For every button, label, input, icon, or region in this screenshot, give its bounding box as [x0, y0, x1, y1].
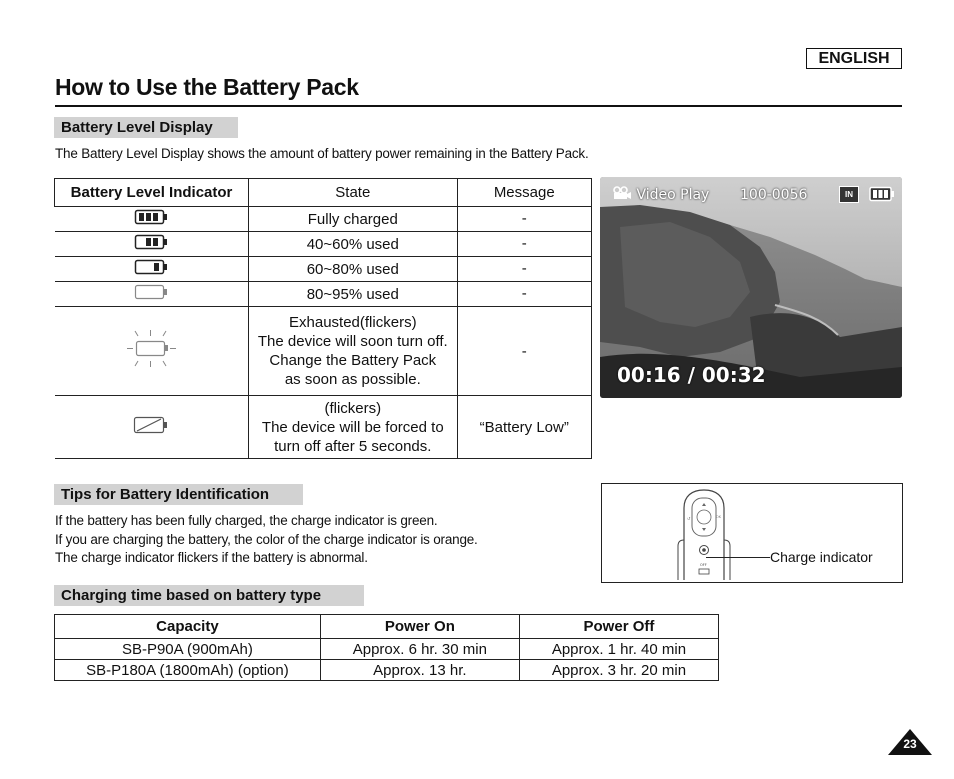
- table-header: Power On: [320, 615, 519, 639]
- message-cell: -: [457, 257, 592, 282]
- section-heading-tips: Tips for Battery Identification: [54, 484, 303, 505]
- state-cell: 60~80% used: [249, 257, 457, 282]
- screen-header: [612, 186, 709, 203]
- callout-leader-line: [706, 557, 770, 558]
- table-header: Power Off: [519, 615, 718, 639]
- off-switch-label: OFF: [700, 563, 707, 567]
- battery-one-bar-icon: [134, 258, 168, 276]
- capacity-cell: SB-P90A (900mAh): [55, 639, 321, 660]
- tips-text: [55, 512, 478, 568]
- screen-battery-full-icon: [869, 186, 895, 202]
- language-label: ENGLISH: [806, 48, 902, 69]
- video-play-screen-photo: [600, 177, 902, 398]
- state-line: Change the Battery Pack: [269, 352, 437, 369]
- page-number: 23: [903, 737, 917, 751]
- camcorder-rear-drawing: [670, 486, 740, 580]
- table-row: [55, 207, 592, 232]
- charge-indicator-label: Charge indicator: [770, 549, 873, 565]
- indicator-cell: [55, 307, 249, 396]
- indicator-cell: [55, 232, 249, 257]
- tips-line: If you are charging the battery, the color of the charge indicator is orange.: [55, 531, 478, 547]
- power-off-cell: Approx. 3 hr. 20 min: [519, 660, 718, 681]
- indicator-cell: [55, 207, 249, 232]
- state-line: (flickers): [324, 399, 382, 417]
- timecode: 00:16 / 00:32: [617, 363, 766, 387]
- state-cell: 80~95% used: [249, 282, 457, 307]
- state-cell: Fully charged: [249, 207, 457, 232]
- indicator-cell: [55, 282, 249, 307]
- table-row: [55, 307, 592, 396]
- state-line: turn off after 5 seconds.: [274, 437, 432, 455]
- power-on-cell: Approx. 13 hr.: [320, 660, 519, 681]
- table-row: [55, 396, 592, 459]
- state-cell: [249, 396, 457, 459]
- indicator-cell: [55, 396, 249, 459]
- message-cell: -: [457, 232, 592, 257]
- page-title: How to Use the Battery Pack: [55, 74, 359, 100]
- battery-full-icon: [134, 208, 168, 226]
- mode-label: Video Play: [636, 187, 710, 203]
- section-intro: The Battery Level Display shows the amount of battery power remaining in the Battery Pack.: [55, 146, 589, 161]
- charge-indicator-diagram: [601, 483, 903, 583]
- message-cell: -: [457, 307, 592, 396]
- state-cell: 40~60% used: [249, 232, 457, 257]
- memory-badge: IN: [839, 186, 859, 203]
- capacity-cell: SB-P180A (1800mAh) (option): [55, 660, 321, 681]
- power-on-cell: Approx. 6 hr. 30 min: [320, 639, 519, 660]
- indicator-cell: [55, 257, 249, 282]
- section-heading-charging-time: Charging time based on battery type: [54, 585, 364, 606]
- tips-line: If the battery has been fully charged, the charge indicator is green.: [55, 513, 438, 528]
- message-cell: “Battery Low”: [457, 396, 592, 459]
- battery-flickering-icon: [125, 329, 177, 369]
- charging-time-table: [54, 614, 719, 681]
- state-cell: [249, 307, 457, 396]
- table-header: State: [249, 179, 457, 207]
- tips-line: The charge indicator flickers if the battery is abnormal.: [55, 550, 368, 565]
- message-cell: -: [457, 207, 592, 232]
- svg-text:↺: ↺: [687, 516, 691, 521]
- table-row: [55, 660, 719, 681]
- file-number: 100-0056: [740, 187, 808, 203]
- table-header: Message: [457, 179, 592, 207]
- battery-empty-icon: [134, 283, 168, 301]
- table-row: [55, 232, 592, 257]
- table-header: Battery Level Indicator: [55, 179, 249, 207]
- title-divider: [55, 105, 902, 107]
- power-off-cell: Approx. 1 hr. 40 min: [519, 639, 718, 660]
- section-heading-battery-level: Battery Level Display: [54, 117, 238, 138]
- state-line: as soon as possible.: [284, 371, 421, 388]
- battery-two-bars-icon: [134, 233, 168, 251]
- table-row: [55, 639, 719, 660]
- battery-crossed-icon: [133, 414, 169, 436]
- state-line: The device will soon turn off.: [257, 333, 448, 350]
- page-number-badge: [887, 728, 933, 756]
- message-cell: -: [457, 282, 592, 307]
- state-line: Exhausted(flickers): [289, 314, 417, 331]
- svg-text:OK: OK: [716, 515, 722, 519]
- battery-level-table: [54, 178, 592, 459]
- table-row: [55, 257, 592, 282]
- camcorder-icon: [612, 186, 632, 200]
- state-line: The device will be forced to: [261, 418, 444, 436]
- table-row: [55, 282, 592, 307]
- table-header: Capacity: [55, 615, 321, 639]
